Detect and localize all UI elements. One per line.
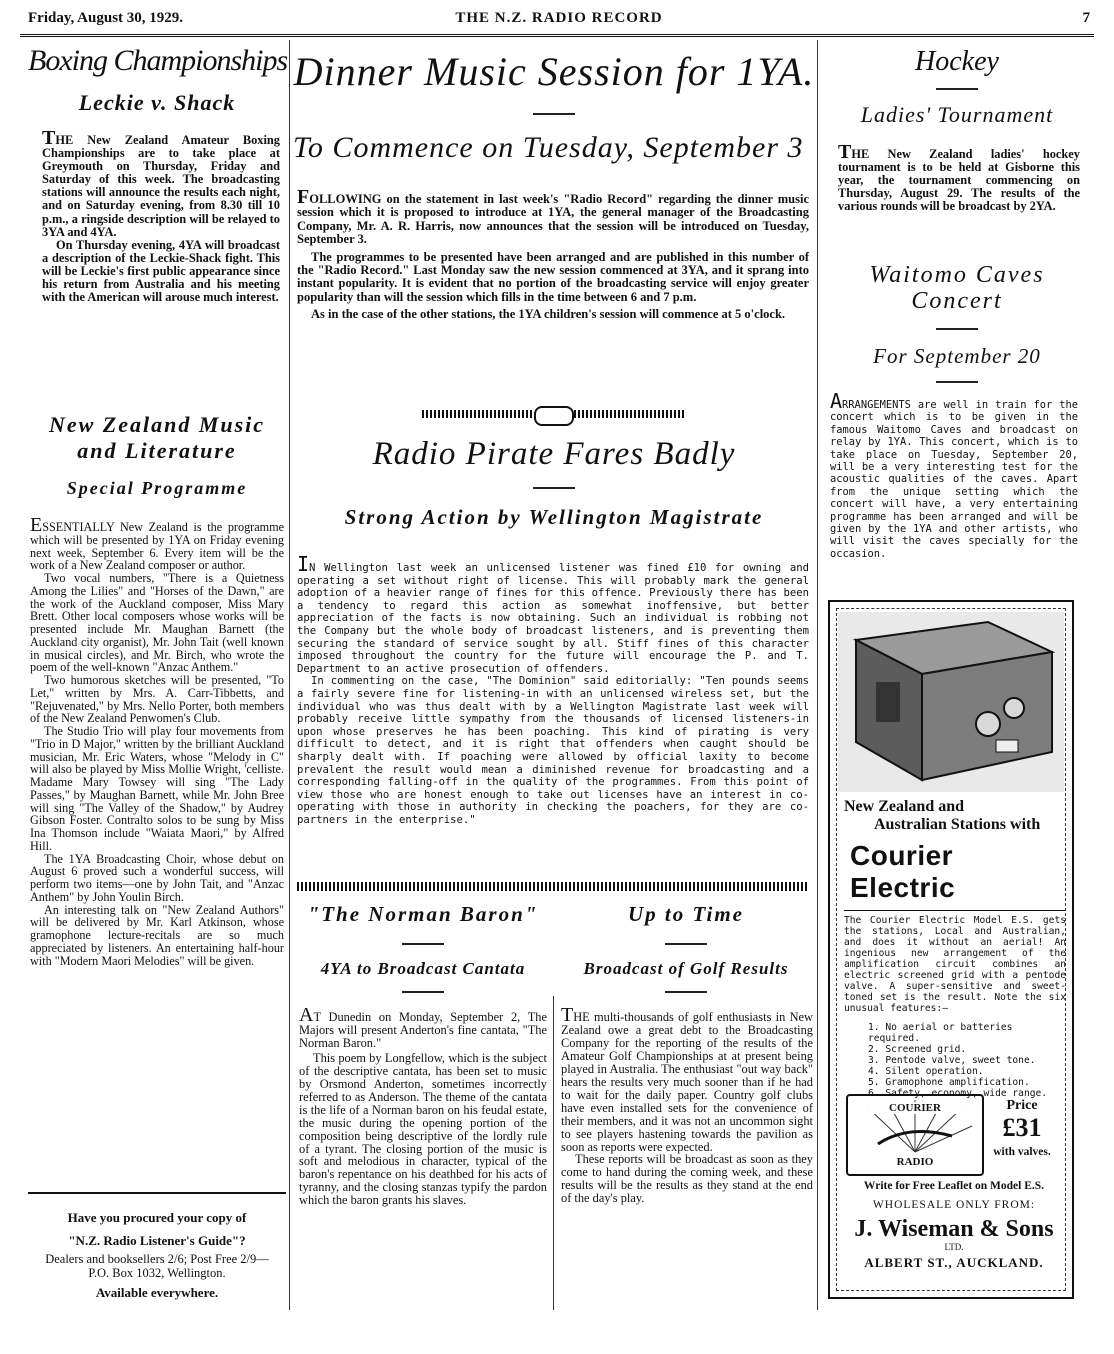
baron-para-2: This poem by Longfellow, which is the subject of the descriptive cantata, has been set to music by Orsmond Anderton, sometimes incorrectly referred to as Anderson. The theme of the cantata is the life of a Norman baron on his feudal estate, the music during the opening portion of the composition being descriptive of the lordly rule of a tyrant. The closing portion of the music is soft and melodious in character, typical of the baron's repentance on his deathbed for his acts of tyranny, and the closing stanzas typify the pardon which the baron grants his slaves. — [299, 1050, 547, 1208]
price-note: with valves. — [993, 1146, 1051, 1158]
price-value: £31 — [1002, 1113, 1042, 1142]
nzmusic-para-6: An interesting talk on "New Zealand Authors" will be delivered by Mr. Karl Atkinson, whose gramophone lecture-recitals are so much appreciated by listeners. An entertaining half-hour with "Modern Maori Melodies" will be given. — [30, 902, 284, 968]
dinner-headline: Dinner Music Session for 1YA. — [293, 49, 815, 94]
courier-radio-logo — [846, 1094, 984, 1176]
guide-line-3: Dealers and booksellers 2/6; Post Free 2/9—P.O. Box 1032, Wellington. — [45, 1252, 269, 1280]
advert-company-ltd: LTD. — [944, 1242, 964, 1252]
header-rule — [20, 34, 1094, 37]
baron-divider-2 — [402, 991, 444, 993]
boxing-subhead: Leckie v. Shack — [78, 90, 236, 115]
nzmusic-subhead: Special Programme — [66, 478, 248, 498]
tick-rule — [297, 882, 809, 891]
hockey-headline: Hockey — [915, 46, 999, 77]
golf-divider — [665, 943, 707, 945]
golf-para-1: THE multi-thousands of golf enthusiasts in New Zealand owe a great debt to the Broadcasting Company for the reporting of the results of the Amateur Golf Championships at at present being played in Australia. The enthusiast "out way back" hears the results very much sooner than if he had to wait for the daily paper. Country golf clubs have even installed sets for the convenience of their members, and it was not an uncommon sight to see players hastening towards the pavilion as soon as reports were expected. — [561, 1004, 813, 1154]
page-number: 7 — [1082, 10, 1090, 26]
pirate-para-2: In commenting on the case, "The Dominion" said editorially: "Ten pounds seems a fairly severe fine for listening-in with an unlicensed wireless set, but the individual who was thus dealt with by a Wellington Magistrate last week will probably receive little sympathy from the thousands of licensed listeners-in upon whose preserves he has been poaching. This kind of pirating is very difficult to detect, and it is right that offenders when caught should be sharply dealt with. If poaching were allowed by official laxity to become prevalent the result would mean a diminished revenue for broadcasting and a corresponding falling-off in the quality of the programmes. From this point of view those who are honest enough to take out licenses have an interest in co-operating with those in authority in checking the poachers, for they are co-partners in the enterprise." — [297, 675, 809, 826]
guide-notice — [28, 1192, 286, 1301]
golf-headline: Up to Time — [627, 902, 745, 926]
pirate-divider — [533, 487, 575, 489]
golf-subhead: Broadcast of Golf Results — [583, 959, 789, 978]
pirate-article — [293, 436, 815, 826]
advert-tagline-2: Australian Stations with — [874, 816, 1041, 833]
baron-para-1: AT Dunedin on Monday, September 2, The Majors will present Anderton's fine cantata, "The Norman Baron." — [299, 1004, 547, 1050]
nzmusic-para-1: ESSENTIALLY New Zealand is the programme which will be presented by 1YA on Friday evening next week, September 6. Every item will be the work of a New Zealand composer or author. — [30, 514, 284, 573]
nzmusic-article — [28, 412, 286, 967]
baron-headline: "The Norman Baron" — [307, 902, 539, 926]
pirate-para-1: IN Wellington last week an unlicensed listener was fined £10 for owning and operating a set without right of license. This will probably mark the general adoption of a heavier range of fines for this offence. Previously there has been a tendency to regard this action as somewhat inoffensive, but better appreciation of the facts is now obtaining. Such an individual is robbing not the Company but the whole body of broadcast listeners, and is preventing them securing the standard of service sought by all. Stiff fines of this character imposed throughout the country for the future will encourage the P. and T. Department to an active prosecution of offenders. — [297, 552, 809, 675]
dinner-para-3: As in the case of the other stations, the 1YA children's session will commence at 5 o'clock. — [311, 307, 786, 322]
guide-line-4: Available everywhere. — [95, 1285, 219, 1300]
waitomo-divider-2 — [936, 381, 978, 383]
radio-set-illustration — [838, 612, 1064, 792]
boxing-para-1: THE New Zealand Amateur Boxing Championships are to take place at Greymouth on Thursday, Friday and Saturday of this week. The broadcasting stations will announce the results each night, and on Saturday evening, from 8.30 till 10 p.m., a ringside description will be relayed to 3YA and 4YA. — [42, 127, 280, 239]
nzmusic-para-2: Two vocal numbers, "There is a Quietness Among the Lilies" and "Horses of the Dawn," are the work of the Auckland composer, Miss Mary Brett. Other local composers whose works will be presented include Mr. Maughan Barnett (the Auckland city organist), Mr. John Tait (well known in musical circles), and Mr. Birch, who wrote the poem of the well-known "Anzac Anthem." — [30, 571, 284, 675]
price-label: Price — [1006, 1098, 1038, 1113]
waitomo-article — [828, 262, 1086, 560]
column-rule-1 — [289, 40, 290, 1310]
advert-company: J. Wiseman & Sons — [854, 1216, 1054, 1242]
price-block — [982, 1098, 1062, 1158]
advert-tagline-1: New Zealand and — [844, 798, 965, 815]
guide-line-2: "N.Z. Radio Listener's Guide"? — [68, 1233, 246, 1248]
issue-date: Friday, August 30, 1929. — [28, 10, 184, 26]
advert-feature-4: 4. Silent operation. — [868, 1066, 984, 1077]
advert-brand: Courier Electric — [850, 840, 956, 903]
hockey-divider — [936, 88, 978, 90]
nzmusic-headline: New Zealand Music and Literature — [48, 412, 266, 463]
advert-features — [844, 1022, 1066, 1099]
golf-article — [557, 902, 815, 1205]
advert-address: ALBERT ST., AUCKLAND. — [864, 1255, 1044, 1270]
dinner-divider — [533, 113, 575, 115]
column-rule-3 — [553, 996, 554, 1310]
pirate-subhead: Strong Action by Wellington Magistrate — [344, 505, 764, 529]
golf-para-2: These reports will be broadcast as soon as they come to hand during the coming week, and these results will be the results as they stand at the end of the day's play. — [561, 1152, 813, 1206]
waitomo-subhead: For September 20 — [873, 344, 1041, 368]
golf-divider-2 — [665, 991, 707, 993]
hockey-subhead: Ladies' Tournament — [860, 102, 1054, 127]
advert-footer — [840, 1180, 1068, 1271]
waitomo-headline: Waitomo Caves Concert — [869, 262, 1045, 314]
dinner-para-2: The programmes to be presented have been arranged and are published in this number of the "Radio Record." Last Monday saw the new session commenced at 3YA, and it sprang into instant popularity. It is evident that no portion of the broadcasting service will enjoy greater popularity than will the session which fills in the time between 6 and 7 p.m. — [297, 249, 809, 304]
ornamental-divider — [422, 406, 684, 422]
advert-feature-6: 6. Safety, economy, wide range. — [868, 1088, 1048, 1099]
dinner-para-1: FOLLOWING on the statement in last week's "Radio Record" regarding the dinner music session which it is proposed to introduce at 1YA, the general manager of the Broadcasting Company, Mr. A. R. Harris, now announces that the session will be introduced on Tuesday, September 3. — [297, 186, 809, 247]
boxing-para-2: On Thursday evening, 4YA will broadcast a description of the Leckie-Shack fight. This will be Leckie's first public appearance since his return from Australia and his meeting with the American will arouse much interest. — [42, 237, 280, 305]
nzmusic-para-5: The 1YA Broadcasting Choir, whose debut on August 6 proved such a wonderful success, will perform two items—one by John Tait, and "Anzac Anthem" by John Youlin Birch. — [30, 851, 284, 904]
advert-description: The Courier Electric Model E.S. gets the stations, Local and Australian, and does it without an aerial! An ingenious new arrangement of the amplification circuit combines an electric screened grid with a pentode valve. A super-sensitive and sweet-toned set is the result. Note the six unusual features:— — [844, 915, 1066, 1014]
logo-text-bottom: RADIO — [882, 1156, 948, 1168]
dinner-article — [293, 48, 815, 322]
baron-article — [295, 902, 551, 1207]
advert-feature-2: 2. Screened grid. — [868, 1044, 967, 1055]
hockey-article — [828, 46, 1086, 213]
page-header — [28, 8, 1090, 32]
boxing-headline: Boxing Championships — [28, 44, 288, 77]
baron-divider — [402, 943, 444, 945]
baron-subhead: 4YA to Broadcast Cantata — [320, 959, 526, 978]
advert-wholesale: WHOLESALE ONLY FROM: — [872, 1199, 1036, 1211]
nzmusic-para-4: The Studio Trio will play four movements from "Trio in D Major," written by the brilliant Auckland musician, Mr. Eric Waters, whose "Melody in C" will also be played by Miss Mollie Wright, 'celliste. Madame Mary Towsey will sing "The Lady Passes," by Maughan Barnett, while Mr. John Bree will sing "The Valley of the Shadow," by Audrey Gibson Foster. Contralto solos to be sung by Miss Ina Thomson include "Waiata Maori," by Alfred Hill. — [30, 724, 284, 853]
advert-feature-5: 5. Gramophone amplification. — [868, 1077, 1030, 1088]
pirate-headline: Radio Pirate Fares Badly — [372, 436, 736, 472]
logo-text-top: COURIER — [868, 1102, 962, 1114]
publication-title: THE N.Z. RADIO RECORD — [455, 10, 663, 26]
column-rule-2 — [817, 40, 818, 1310]
advert-body — [844, 798, 1066, 1099]
waitomo-para-1: ARRANGEMENTS are well in train for the concert which is to be given in the famous Waitomo Caves and broadcast on relay by 1YA. This concert, which is to take place on Tuesday, September 20, will be a very interesting test for the acoustic qualities of the caves. Apart from the unique setting which the concert will have, a very entertaining programme has been arranged and will be given by the 1YA and other artists, who will visit the caves specially for the occasion. — [830, 389, 1078, 560]
boxing-article — [28, 44, 286, 304]
nzmusic-para-3: Two humorous sketches will be presented, "To Let," written by Mrs. A. Carr-Tibbetts, and "Rejuvenated," by Mrs. Nello Porter, both members of the New Zealand Penwomen's Club. — [30, 673, 284, 726]
advert-feature-3: 3. Pentode valve, sweet tone. — [868, 1055, 1036, 1066]
hockey-para-1: THE New Zealand ladies' hockey tournament is to be held at Gisborne this year, the tournament commencing on Thursday, August 29. The results of the various rounds will be broadcast by 2YA. — [838, 141, 1080, 214]
guide-line-1: Have you procured your copy of — [67, 1210, 247, 1225]
advert-leaflet: Write for Free Leaflet on Model E.S. — [863, 1180, 1045, 1192]
dinner-subhead: To Commence on Tuesday, September 3 — [293, 131, 804, 164]
advert-feature-1: 1. No aerial or batteries required. — [868, 1022, 1013, 1044]
waitomo-divider — [936, 328, 978, 330]
